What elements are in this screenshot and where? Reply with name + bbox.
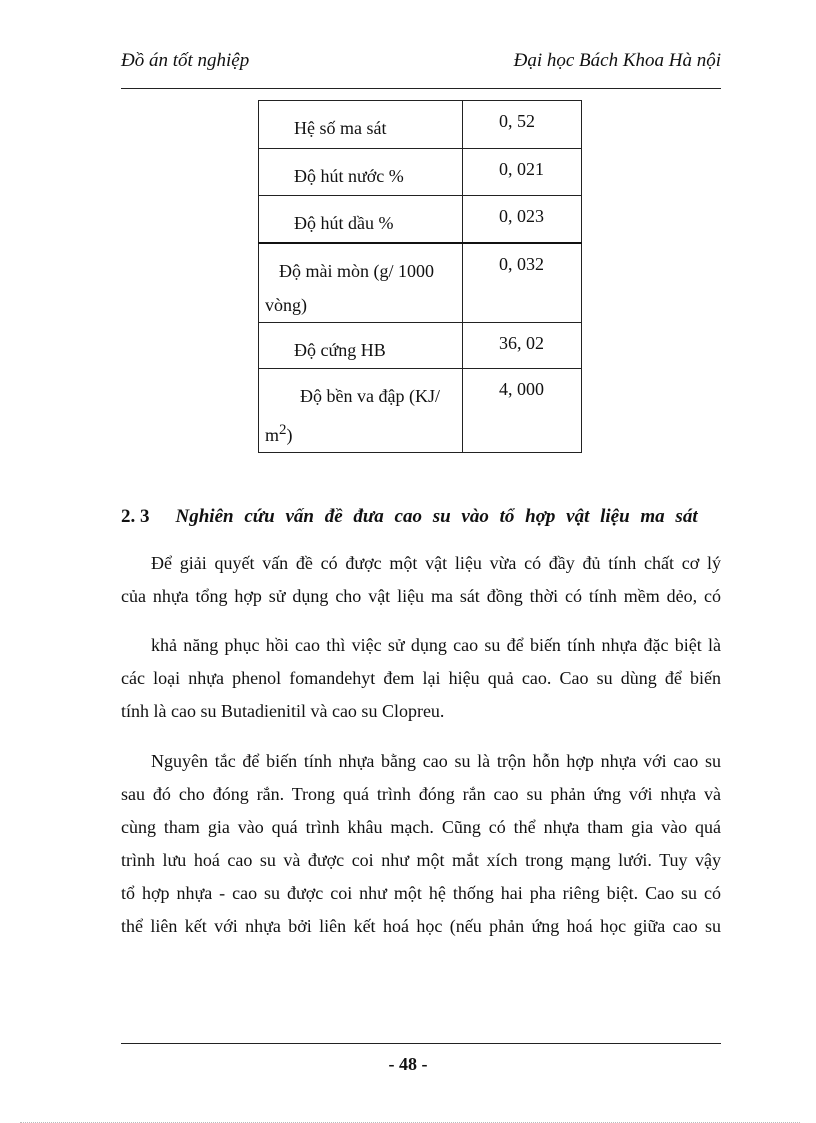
- unit-text: m: [265, 425, 280, 445]
- property-value: 0, 023: [463, 196, 582, 243]
- page-number: - 48 -: [388, 1054, 428, 1074]
- property-value: 36, 02: [463, 323, 582, 369]
- table-row: [259, 101, 582, 149]
- header-right-text: Đại học Bách Khoa Hà nội: [513, 50, 721, 71]
- property-value: 4, 000: [463, 369, 582, 453]
- closing-paren: ): [286, 425, 293, 445]
- text-line: của nhựa tổng hợp sử dụng cho vật liệu ma sát đồng thời có tính mềm dẻo, có: [121, 586, 721, 606]
- text-line: thể liên kết với nhựa bởi liên kết hoá học (nếu phản ứng hoá học giữa cao su: [121, 916, 721, 936]
- property-value: 0, 52: [463, 101, 582, 149]
- text-line: Nguyên tắc để biến tính nhựa bằng cao su là trộn hỗn hợp nhựa với cao su: [151, 751, 721, 771]
- property-name-line1: Độ mài mòn (g/ 1000: [279, 260, 434, 281]
- footer-rule: [121, 1043, 721, 1044]
- property-name: Độ cứng HB: [294, 340, 386, 360]
- paragraph-2: [121, 629, 721, 728]
- text-line: cùng tham gia vào quá trình khâu mạch. Cũng có thể nhựa tham gia vào quá: [121, 817, 721, 837]
- paragraph-1: [121, 547, 721, 613]
- property-name: Độ hút nước %: [294, 166, 404, 186]
- table-row: [259, 196, 582, 243]
- paragraph-3: [121, 745, 721, 943]
- section-number: 2. 3: [121, 506, 150, 527]
- text-line: trình lưu hoá cao su và được coi như một mắt xích trong mạng lưới. Tuy vậy: [121, 850, 721, 870]
- properties-table: [258, 100, 582, 453]
- property-name-line2: vòng): [265, 294, 307, 315]
- property-name: [259, 244, 462, 322]
- property-name: Độ hút dầu %: [294, 213, 394, 233]
- header-left-text: Đồ án tốt nghiệp: [121, 50, 250, 71]
- table-row: [259, 149, 582, 196]
- property-name-line2: [265, 413, 454, 452]
- table-row: [259, 323, 582, 369]
- property-name: [259, 369, 462, 452]
- table-row: [259, 369, 582, 453]
- section-heading: [121, 506, 721, 528]
- text-line: các loại nhựa phenol fomandehyt đem lại hiệu quả cao. Cao su dùng để biến: [121, 668, 721, 688]
- unit-superscript: 2: [279, 422, 287, 438]
- property-value: 0, 032: [463, 243, 582, 323]
- text-line: tính là cao su Butadienitil và cao su Clopreu.: [121, 701, 445, 721]
- header-rule: [121, 88, 721, 89]
- property-name-line1: Độ bền va đập (KJ/: [300, 386, 440, 406]
- property-value: 0, 021: [463, 149, 582, 196]
- text-line: tổ hợp nhựa - cao su được coi như một hệ thống hai pha riêng biệt. Cao su có: [121, 883, 721, 903]
- property-name: Hệ số ma sát: [294, 118, 387, 138]
- section-title: Nghiên cứu vấn đề đưa cao su vào tổ hợp vật liệu ma sát: [175, 506, 698, 527]
- text-line: sau đó cho đóng rắn. Trong quá trình đóng rắn cao su phản ứng với nhựa và: [121, 784, 721, 804]
- table-row: [259, 243, 582, 323]
- text-line: Để giải quyết vấn đề có được một vật liệu vừa có đầy đủ tính chất cơ lý: [151, 553, 721, 573]
- text-line: khả năng phục hồi cao thì việc sử dụng cao su để biến tính nhựa đặc biệt là: [151, 635, 721, 655]
- page-header: [121, 50, 721, 80]
